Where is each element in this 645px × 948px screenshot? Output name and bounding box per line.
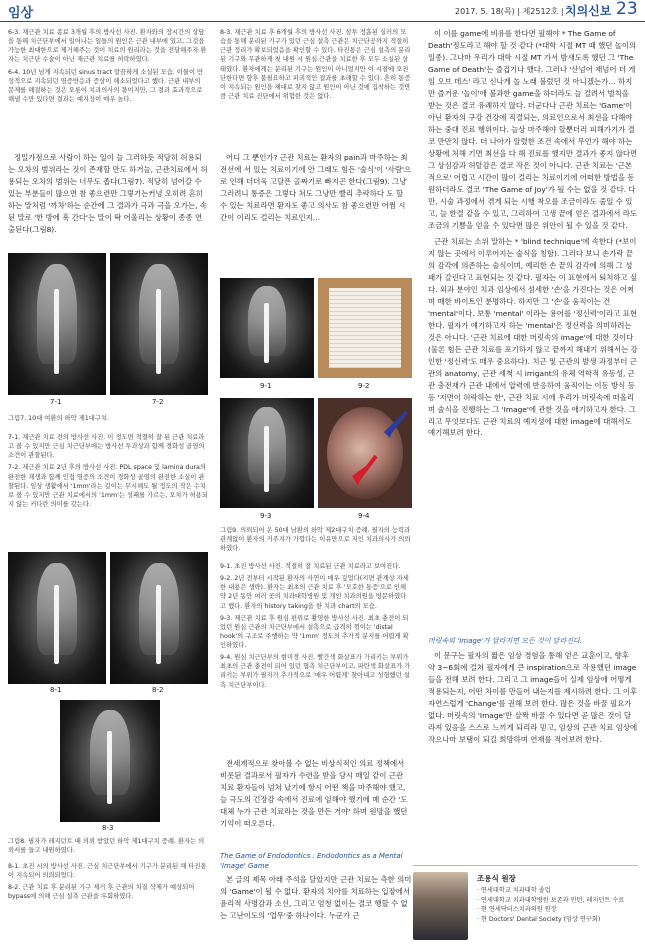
caption-9-3: 9-3. 재근관 치료 후 원심 편위로 촬영한 방사선 사진. 최초 충전이 되었던 원심 근관의 치근단부에서 설측으로 급격히 꺾이는 'distal hook'의 구조로 주행하는 약 '1mm' 정도의 추가적 분지를 어렵게 확인하였다. [220, 614, 409, 649]
author-photo [413, 872, 468, 940]
caption-8-3: 8-3. 재근관 치료 후 6개월 후의 방사선 사진. 삼투 정흡된 실러의 모습을 통해 분리된 기구가 있던 근심 설측 근관은 치근단공까지 적절히 근관 정리가 확보되었음을 확인할 수 있다. 타진통은 근심 설측의 분리된 기구와 무관하게 첫 내원 시 원심 근관을 치료한 후 모두 소실된 상태였다. 환자에게는 분리된 기구는 원인이 아니었지만 이 시점에 오진단한다면 향후 불필요하고 파괴적인 결과를 초래할 수 있다. 흔히 통증이 지속되는 원인을 제대로 찾지 않고 원인이 아닌 것에 집착하는 것만큼 근관 치료 진단에서 위험한 것은 없다. [220, 29, 411, 100]
author-credentials [477, 886, 624, 924]
credential-item: · 연세대학교 치과대학 졸업 [477, 887, 551, 894]
chart-photo-9-2 [318, 278, 412, 378]
body-paragraph: 근관 치료는 소위 말하는 * 'blind technique'에 속한다 (*보이지 않는 곳에서 이루어지는 술식을 칭함). 그러다 보니 손가락 끝의 감각에 의존하는 술식이며, 예리한 손 끝의 감각에 의해 그 성패가 갈린다고 표현되는 것 같다. 필자는 이 표현에서 퇴치하고 싶다. 외과 분야인 치과 임상에서 섬세한 '손'을 가진다는 것은 어쩌며 매한 바이트인 분명하다. 하지만 그 '손'을 움직이는 건 'mental'이다. 보통 'mental' 이라는 용어를 '정신력'이라고 표현한다. 필자가 얘기하고자 하는 'mental'은 정신력을 의미하려는 것은 아니다. '근관 치료에 대한 머릿속의 image'에 대한 것이다 (물론 힘든 근관 치료를 포기하지 않고 끝까지 해내기 위해서는 강인한 '정신력'도 매우 중요하다). 치근 및 근관의 발생 과정부터 근관의 anatomy, 근관 세척 시 irrigant의 유체 역학적 유동성, 근관 충전재가 근관 내에서 압력에 반응하여 움직이는 이동 방식 등등 '지면이 허락하는 한', 근관 치료 시에 우리가 머릿속에 떠올리며 술식을 진행하는 그 'Image'에 관한 것을 애기하고자 한다. 그리고 무엇보다도 근관 치료의 예지성에 대한 image에 대해서도 얘기해보려 한다. [428, 236, 638, 438]
xray-8-1 [8, 552, 106, 684]
col2-body [220, 152, 412, 232]
caption-8-2: 8-2. 근관 치료 후 분리된 기구 제거 후 근관의 치질 삭제가 예상되어 bypass에 의해 근심 설측 근관을 우회하였다. [8, 884, 195, 901]
fig8-descriptions [8, 862, 208, 942]
fig9-descriptions [220, 562, 412, 750]
caption-8-1: 8-1. 초진 시의 방사선 사진. 근심 치근단부에서 기구가 분리된 채 타진통이 지속되어 의뢰되었다. [8, 863, 207, 880]
fig8-caption: 그림8. 필자가 레지던트 때 의뢰 받았던 하악 제1대구치 증례. 환자는 의뢰서를 들고 내원하였다. [8, 838, 205, 855]
author-bio [413, 865, 638, 940]
credential-item: · 현 Doctors' Dental Society (임상 연구회) [477, 915, 601, 923]
microscope-photo-9-4 [318, 398, 412, 508]
caption-9-4: 9-4. 원심 치근단부의 현미경 사진. 빨간색 화살표가 가리키는 부위가 최초의 근관 충전이 되어 있던 협측 치근단부이고, 파란색 화살표가 가리키는 부위가 필자가 추가적으로 '매우 어렵게' 찾아내고 성형했던 설측 치근단부이다. [220, 654, 411, 689]
body-paragraph: 전세계적으로 찾아볼 수 없는 비상식적인 의료 정책에서 비롯된 결과로서 필자가 수련을 받을 당시 매일 같이 근관 치료 환자들이 넘쳐 났기에 항시 어떤 책을 마주해야 했고, 늘 극도의 긴장감 속에서 진료에 임해야 했기에 매 순간 '도대체 누가 근관 치료라는 것을 만든 거야' 하며 원망을 했던 기억이 떠오른다. [220, 759, 408, 828]
callout-heading: 머릿속의 'Image'가 달라지면 모든 것이 달라진다. [428, 637, 583, 645]
xray-7-1 [8, 253, 106, 395]
body-paragraph: 본 글의 제목 아래 주석을 달았지만 근관 치료는 측한 의미의 'Game'이 될 수 없다. 환자의 치아를 치료하는 입장에서 윤리적 사명감과 소신, 그리고 엄청 없이는 결코 행할 수 없는 고난이도의 '업무'중 하나이다. 누군가 근 [220, 875, 412, 920]
caption-6-3: 6-3. 재근관 치료 종료 3개월 후의 방사선 사진. 환자와의 장시간의 상담을 통해 치근단부에서 일어나는 일들의 원인은 근관 내부에 있고, 그것을 가능한 최대한으로 제거해주는 것이 치료의 원리라는 것을 전달해주자 환자는 치근단 수술이 아닌 재근관 치료를 허락하였다. [8, 29, 207, 64]
col1-body [8, 152, 208, 247]
fig9-caption: 그림9. 의뢰되어 온 50대 남환의 하악 제2대구치 증례. 필자의 능력과 관계없이 환자의 거주지가 가깝다는 이유만으로 지인 치과의사가 의뢰하였다. [220, 527, 411, 553]
fig-label-7-2: 7-2 [152, 398, 164, 406]
xray-8-2 [110, 552, 208, 684]
xray-7-2 [110, 253, 208, 395]
fig7-descriptions [8, 433, 208, 548]
caption-7-1: 7-1. 재근관 치료 전의 방사선 사진. 이 정도면 적절히 잘 된 근관 치료라고 볼 수 있지만 근심 치근단부에는 방사선 투과상과 함께 경화성 골염의 소견이 관찰된다. [8, 434, 205, 460]
fig7-caption: 그림7. 10대 여환의 하악 제1대구치. [8, 415, 110, 422]
arrow-markers [318, 398, 412, 508]
body-paragraph: 이 문구는 필자의 짧은 임상 경험을 통해 얻은 교훈이고, 향후 약 3~6회에 걸쳐 필자에게 큰 inspiration으로 작용했던 image들을 전해 보려 한다. 그리고 그 image들이 실제 임상에 어떻게 적용되는지, 어떤 차이를 만들어 내는지를 제시하려 한다. 그 이후 자연스럽게 'Change'를 권해 보려 한다. 많은 것을 바꿀 필요가 없다. 머릿속의 'Image'만 살짝 바꿀 수 있다면 곧 많은 것이 달라져 있음을 스스로 느끼게 되리라 믿고, 임상의 근관 치료 임상에 작으나마 보탬이 되길 희망하며 연재를 적어보려 한다. [428, 651, 638, 744]
fig-label-9-1: 9-1 [260, 382, 272, 390]
col3-body [428, 28, 638, 628]
caption-9-1: 9-1. 초진 방사선 사진. 적절히 잘 치료된 근관 치료라고 보여진다. [220, 563, 401, 570]
credential-item: · 현 연세닥터스치과의원 원장 [477, 906, 557, 914]
author-name: 조용식 원장 [477, 874, 516, 883]
xray-8-3 [60, 700, 160, 822]
page-header [0, 0, 645, 22]
fig-label-8-2: 8-2 [152, 686, 164, 694]
caption-7-2: 7-2. 재근관 치료 2년 후의 방사선 사진. PDL space 및 lamina dura의 완전한 재생과 함께 인접 영증의 소견이 경화성 골염의 완전한 소실이 관찰된다. 임상 생활에서 '1mm'라는 길이는 무시해도 될 정도의 작은 수치로 볼 수 있지만 근관 치료에서의 '1mm'는 성패를 가르는, 오차가 허용되지 않는 커다란 의미를 갖는다. [8, 464, 208, 508]
section-label: 임상 [8, 6, 34, 21]
issue-date: 2017. 5. 18(목) | 제2512호 | [455, 7, 564, 16]
xray-9-1 [220, 278, 314, 378]
fig-label-9-3: 9-3 [260, 512, 272, 520]
col3-body-2 [428, 650, 638, 860]
col2-top-captions [220, 28, 412, 146]
caption-6-4: 6-4. 10년 넘게 지속되던 sinus tract 말끔하게 소실된 모습. 이물이 만성적으로 지속되던 염증반응과 증상이 해소되었다고 했다. 근관 내부의 문제를 해결하는 것은 오롯이 치과의사의 몫이지만, 그 결과 효과적으로 해낼 수만 있다면 결과는 예지성이 매우 높다. [8, 68, 204, 103]
col2-body-2 [220, 758, 412, 850]
fig-label-9-4: 9-4 [358, 512, 370, 520]
body-paragraph: 어디 그 뿐인가? 근관 치료는 환자의 pain과 마주하는 최전선에 서 있는 치료이기에 안 그래도 힘든 '술식'이 '사람'으로 인해 더더욱 고달픈 골짜기로 빠지곤 한다(그림9). 그냥 그러려니 통증은 그렇다 쳐도 그냥만 빨리 추락하다 도 할 수 있는 치료라면 환자도 좋고 의사도 참 좋으련만 어쩜 시간이 이리도 걸리는 치료인지… [220, 153, 412, 222]
page-number: 23 [616, 0, 638, 19]
xray-9-3 [220, 398, 314, 508]
fig-label-8-3: 8-3 [102, 824, 114, 832]
fig-label-9-2: 9-2 [358, 382, 370, 390]
fig-label-7-1: 7-1 [50, 398, 62, 406]
col2-section-body [220, 874, 412, 944]
col1-top-captions [8, 28, 208, 146]
credential-item: · 연세대학교 치과대학병원 보존과 인턴, 레지던트 수료 [477, 896, 625, 904]
caption-9-2: 9-2. 2년 전부터 시작된 환자의 사연이 매우 깊었다(지면 관계상 자세한 내용은 생략). 환자는 최초의 근관 치료 후 '모호한 통증'으로 인해 약 2년 동안 여러 곳의 치과대학병원 및 개인 치과의원을 방문하였다고 했다. 환자의 history taking을 한 치과 chart의 모습. [220, 575, 409, 610]
body-paragraph: 정밀가점으로 사람이 하는 일이 늘 그러하듯 적당히 허용되는 오차의 범위라는 것이 존재할 만도 하거늘, 근관치료에서 허용되는 오차의 범위는 너무도 좁다(그림7). 적당히 넘어갈 수 있는 부분들이 많으면 참 좋으련만 그렇기는커녕 오히려 흔히 하는 말처럼 '까차'하는 순간에 그 결과가 극과 극을 오가는, 속된 말로 '한 방에 훅 간다'는 말이 딱 어울리는 상황이 종종 연출된다(그림8). [8, 153, 208, 234]
body-paragraph: 이 이를 game에 비유를 한다면 필해야 * The Game of Death'정도라고 해야 할 것 같다 (*대학 시절 MT 때 했던 놀이의 일종). 그나마 우리가 대학 시절 MT 가서 밤새도록 했던 그 'The Game of Death'는 즐겁기나 했다. 그러나 '산넘어 재넘어 더 게임 오브 데스' 라고 신나게 놀 노래 불렀던 것 아니겠는가… 하지만 즐거운 '놀이'에 불과한 game을 하더라도 늘 걸려서 벌칙을 받는 것은 결코 유쾌하지 않다. 더군다나 근관 치료는 'Game'이 아닌 환자의 구강 건강에 직결되는, 의료인으로서 최선을 다해야 하는 중대 진료 행위이다. 늘상 마주해야 할뿐더러 피해가기가 결코 만만치 않다. 더 나아가 알렸한 조건 속에서 무언가 해야 하는 상황에 처해 기면 최선을 다 해 진료를 했지만 결과가 좋지 않다면 그 상심감과 허탈감은 결코 작은 것이 아니다. 근관 치료는 '근본적으로' 어렵고 시간이 많이 걸리는 치료이기에 어떠한 방법을 동원하더라도 결코 'The Game of Joy'가 될 수는 없을 것 같다. 다만, 시술 과정에서 겪게 되는 시행 착오를 조금이라도 줄일 수 있고, 늘 한결 같을 수 있고, 그리하여 고생 끝에 얻은 결과에서 라도 조금의 기쁨을 얻을 수 있다면 많은 위안이 될 수 있을 것 같다. [428, 29, 638, 230]
fig-label-8-1: 8-1 [50, 686, 62, 694]
section-title: The Game of Endodontics : Endodontics as a Mental 'Image' Game [220, 852, 403, 870]
publication-name: 치의신보 [565, 4, 612, 18]
